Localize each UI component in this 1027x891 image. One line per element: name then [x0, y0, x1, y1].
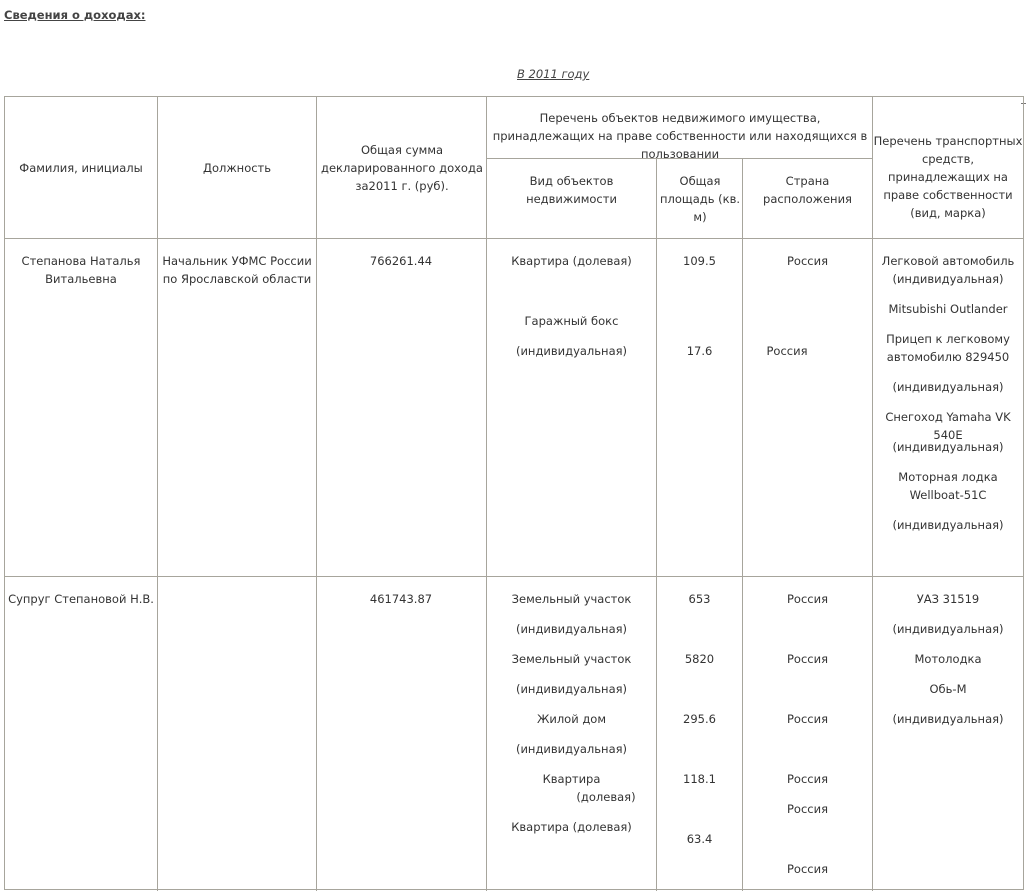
row1-vehicle: Моторная лодка Wellboat-51C: [898, 470, 998, 502]
row2-income: 461743.87: [369, 592, 433, 606]
row2-realty-type: (индивидуальная): [515, 742, 628, 756]
row1-realty-type: Квартира (долевая): [511, 254, 632, 268]
row1-vehicle: Mitsubishi Outlander: [888, 302, 1008, 316]
row2-realty-area: 63.4: [686, 832, 713, 846]
grid-line: [316, 97, 317, 891]
row2-realty-country: Россия: [786, 802, 828, 816]
row1-realty-area: 109.5: [683, 254, 716, 268]
row1-vehicle: Прицеп к легковому автомобилю 829450: [886, 332, 1010, 364]
row2-vehicle: (индивидуальная): [892, 712, 1004, 726]
year-label: В 2011 году: [517, 67, 590, 81]
income-table: [4, 96, 1024, 890]
row2-vehicle: Мотолодка: [914, 652, 982, 666]
grid-line: [5, 238, 1023, 239]
row2-vehicle: (индивидуальная): [892, 622, 1004, 636]
row2-realty-country: Россия: [786, 862, 828, 876]
header-realty-group: Перечень объектов недвижимого имущества, принадлежащих на праве собственности или находящихся в пользовании: [492, 111, 868, 161]
row2-realty-country: Россия: [786, 712, 828, 726]
row1-realty-country: Россия: [766, 344, 808, 358]
row2-realty-type: Жилой дом: [536, 712, 607, 726]
row2-realty-country: Россия: [786, 592, 828, 606]
row2-name: Супруг Степановой Н.В.: [8, 592, 154, 606]
row2-realty-country: Россия: [786, 772, 828, 786]
header-realty-area: Общая площадь (кв. м): [659, 174, 741, 224]
grid-line: [5, 576, 1023, 577]
row1-position: Начальник УФМС России по Ярославской области: [162, 254, 312, 286]
row2-realty-type: Земельный участок: [511, 652, 632, 666]
row2-realty-type: Квартира: [542, 772, 601, 786]
row1-realty-type: Гаражный бокс: [524, 314, 619, 328]
row2-vehicle: Обь-М: [929, 682, 967, 696]
header-vehicles: Перечень транспортных средств, принадлежащих на праве собственности (вид, марка): [873, 134, 1023, 220]
row2-realty-type: Земельный участок: [511, 592, 632, 606]
grid-line: [157, 97, 158, 891]
header-income: Общая сумма декларированного дохода за2011 г. (руб).: [321, 143, 483, 193]
row1-income: 766261.44: [369, 254, 433, 268]
row2-realty-type: (индивидуальная): [515, 622, 628, 636]
row1-vehicle: Легковой автомобиль (индивидуальная): [881, 254, 1015, 286]
row2-realty-area: 118.1: [683, 772, 716, 786]
row1-realty-type: (индивидуальная): [515, 344, 628, 358]
header-realty-type: Вид объектов недвижимости: [526, 174, 617, 206]
row2-realty-type: Квартира (долевая): [511, 820, 632, 834]
row1-vehicle: (индивидуальная): [892, 380, 1004, 394]
row2-realty-area: 653: [688, 592, 711, 606]
section-title: Сведения о доходах:: [4, 8, 146, 22]
row1-vehicle: Снегоход Yamaha VK 540E: [885, 410, 1011, 442]
header-realty-country: Страна расположения: [763, 174, 852, 206]
row2-realty-area: 5820: [684, 652, 715, 666]
header-position: Должность: [202, 161, 272, 175]
row2-realty-type: (долевая): [576, 790, 636, 804]
row2-realty-country: Россия: [786, 652, 828, 666]
row1-realty-country: Россия: [786, 254, 828, 268]
row1-realty-area: 17.6: [686, 344, 713, 358]
row1-name: Степанова Наталья Витальевна: [21, 254, 141, 286]
row2-vehicle: УАЗ 31519: [916, 592, 980, 606]
row1-vehicle: (индивидуальная): [892, 440, 1004, 454]
row2-realty-type: (индивидуальная): [515, 682, 628, 696]
header-name: Фамилия, инициалы: [19, 161, 143, 175]
row1-vehicle: (индивидуальная): [892, 518, 1004, 532]
row2-realty-area: 295.6: [683, 712, 716, 726]
